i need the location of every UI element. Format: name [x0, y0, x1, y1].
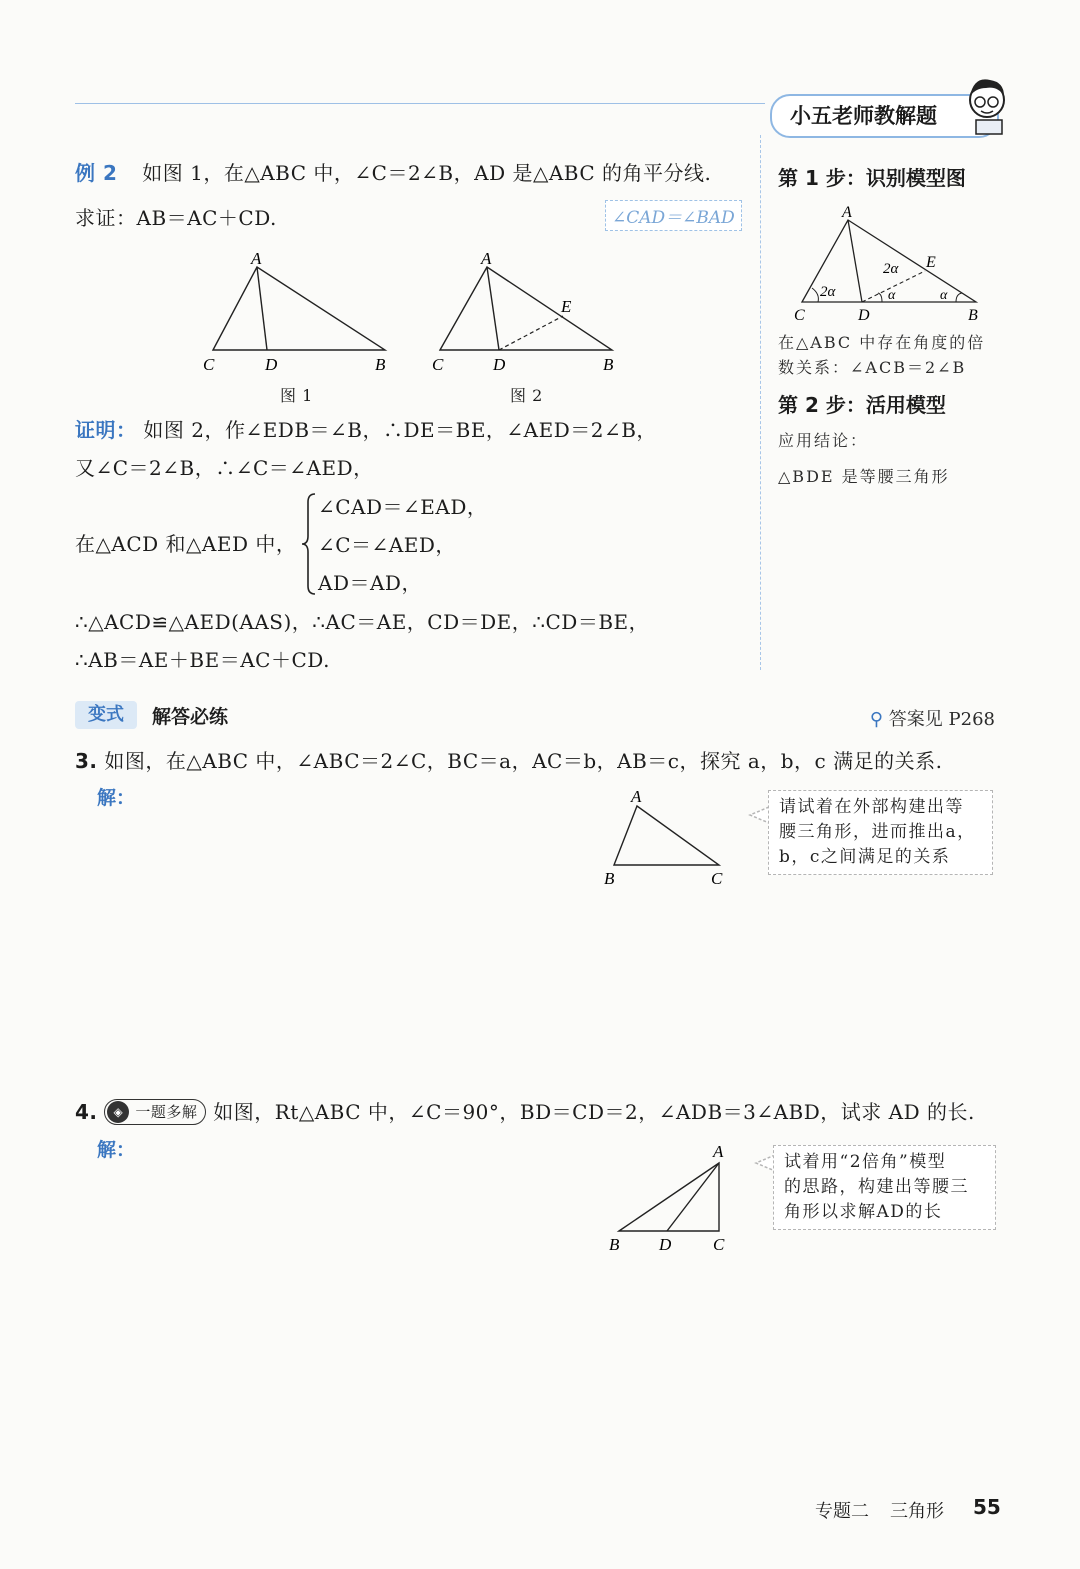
label-d: D	[493, 355, 506, 374]
proof-text-1: 如图 2，作∠EDB＝∠B，∴DE＝BE，∠AED＝2∠B，	[143, 418, 657, 442]
label-a: A	[631, 787, 642, 806]
label-a: A	[842, 204, 852, 221]
hint-box: ∠CAD＝∠BAD	[605, 200, 742, 231]
model-figure	[790, 198, 995, 328]
proof-line-2: 又∠C＝2∠B，∴∠C＝∠AED，	[75, 456, 374, 480]
cube-icon: ◈	[107, 1101, 129, 1123]
column-divider	[760, 135, 761, 670]
label-a: A	[481, 249, 492, 268]
triangle-abc	[614, 806, 719, 865]
figure-2-caption: 图 2	[510, 386, 543, 405]
step-1-note-1: 在△ABC 中存在角度的倍	[778, 333, 986, 352]
q3-note-line-1: 请试着在外部构建出等	[779, 797, 964, 817]
triangle-abc	[213, 267, 385, 350]
q4-note-line-2: 的思路，构建出等腰三	[784, 1177, 969, 1197]
footer-section: 专题二	[815, 1501, 869, 1522]
angle-arc-c	[812, 288, 818, 302]
example-line-1	[75, 157, 711, 186]
top-rule	[75, 103, 765, 104]
proof-label: 证明：	[75, 418, 137, 442]
q4-number: 4.	[75, 1100, 98, 1124]
label-a: A	[713, 1142, 724, 1161]
angle-arc-d	[878, 293, 882, 302]
label-b: B	[609, 1235, 620, 1254]
label-c: C	[711, 869, 723, 888]
figure-1-caption: 图 1	[280, 386, 313, 405]
proof-line-4: ∴△ACD≌△AED(AAS)，∴AC＝AE，CD＝DE，∴CD＝BE，	[75, 610, 650, 634]
figure-2	[425, 248, 635, 378]
step-2-title: 第 2 步：活用模型	[778, 393, 946, 417]
step-1-note-2: 数关系：∠ACB＝2∠B	[778, 358, 967, 377]
label-b: B	[603, 355, 614, 374]
brace-line-1: ∠CAD＝∠EAD，	[318, 495, 488, 519]
multi-solution-badge	[104, 1099, 206, 1125]
label-2alpha-e: 2α	[883, 261, 899, 277]
q4-note-line-1: 试着用“2倍角”模型	[784, 1152, 947, 1172]
note-pointer-icon	[748, 805, 770, 825]
example-statement: 如图 1，在△ABC 中，∠C＝2∠B，AD 是△ABC 的角平分线.	[142, 161, 712, 185]
variant-badge: 变式	[75, 701, 137, 729]
step-2-line-1: 应用结论：	[778, 431, 869, 450]
bisector-ad	[487, 267, 499, 350]
label-b: B	[968, 307, 978, 324]
answer-reference	[870, 705, 995, 731]
key-icon: ⚲	[869, 709, 884, 730]
page-number: 55	[973, 1495, 1001, 1519]
q3-answer-label: 解：	[97, 787, 136, 809]
label-alpha-d: α	[888, 288, 896, 303]
proof-line-5: ∴AB＝AE＋BE＝AC＋CD.	[75, 648, 330, 672]
footer-chapter: 三角形	[890, 1501, 944, 1522]
brace-line-3: AD＝AD，	[318, 571, 422, 595]
proof-line-1	[75, 414, 657, 443]
multi-solution-label: 一题多解	[135, 1103, 198, 1121]
label-c: C	[432, 355, 444, 374]
label-d: D	[659, 1235, 672, 1254]
proof-line-3: 在△ACD 和△AED 中，	[75, 532, 297, 556]
example-label: 例 2	[75, 161, 118, 185]
label-a: A	[251, 249, 262, 268]
teacher-avatar-icon	[962, 70, 1012, 138]
q3-line	[75, 745, 942, 774]
q4-line	[75, 1096, 975, 1125]
q4-text: 如图，Rt△ABC 中，∠C＝90°，BD＝CD＝2，∠ADB＝3∠ABD，试求 AD 的长.	[213, 1100, 975, 1124]
label-d: D	[265, 355, 278, 374]
q3-note-line-3: b，c之间满足的关系	[779, 847, 951, 867]
triangle-abc	[440, 267, 612, 350]
q4-answer-label: 解：	[97, 1139, 136, 1161]
answer-ref-text: 答案见 P268	[888, 709, 995, 730]
label-c: C	[203, 355, 215, 374]
label-d: D	[858, 307, 870, 324]
q4-hint-note	[773, 1145, 996, 1230]
triangle-abc	[619, 1163, 719, 1231]
example-line-2: 求证：AB＝AC＋CD.	[75, 206, 277, 230]
q3-text: 如图，在△ABC 中，∠ABC＝2∠C，BC＝a，AC＝b，AB＝c，探究 a，b，c 满足的关系.	[104, 749, 943, 773]
q3-hint-note	[768, 790, 993, 875]
label-b: B	[604, 869, 615, 888]
dashed-de	[499, 316, 563, 350]
variant-title: 解答必练	[152, 706, 229, 728]
label-alpha-b: α	[940, 288, 948, 303]
brace-line-2: ∠C＝∠AED，	[318, 533, 456, 557]
label-e: E	[561, 297, 572, 316]
bisector-ad	[257, 267, 267, 350]
segment-ad	[667, 1163, 719, 1231]
q4-figure	[600, 1138, 740, 1258]
label-e: E	[926, 254, 936, 271]
header-title: 小五老师教解题	[790, 104, 937, 128]
label-c: C	[794, 307, 805, 324]
angle-arc-b	[956, 293, 962, 302]
label-c: C	[713, 1235, 725, 1254]
brace-icon	[301, 492, 317, 596]
bisector-ad	[848, 220, 862, 302]
q3-note-line-2: 腰三角形，进而推出a，	[779, 822, 976, 842]
q3-figure	[595, 785, 735, 890]
step-1-title: 第 1 步：识别模型图	[778, 166, 966, 190]
step-2-line-2: △BDE 是等腰三角形	[778, 467, 950, 486]
q4-note-line-3: 角形以求解AD的长	[784, 1202, 943, 1222]
figure-1	[195, 248, 405, 378]
label-2alpha-c: 2α	[820, 284, 836, 300]
label-b: B	[375, 355, 386, 374]
q3-number: 3.	[75, 749, 98, 773]
